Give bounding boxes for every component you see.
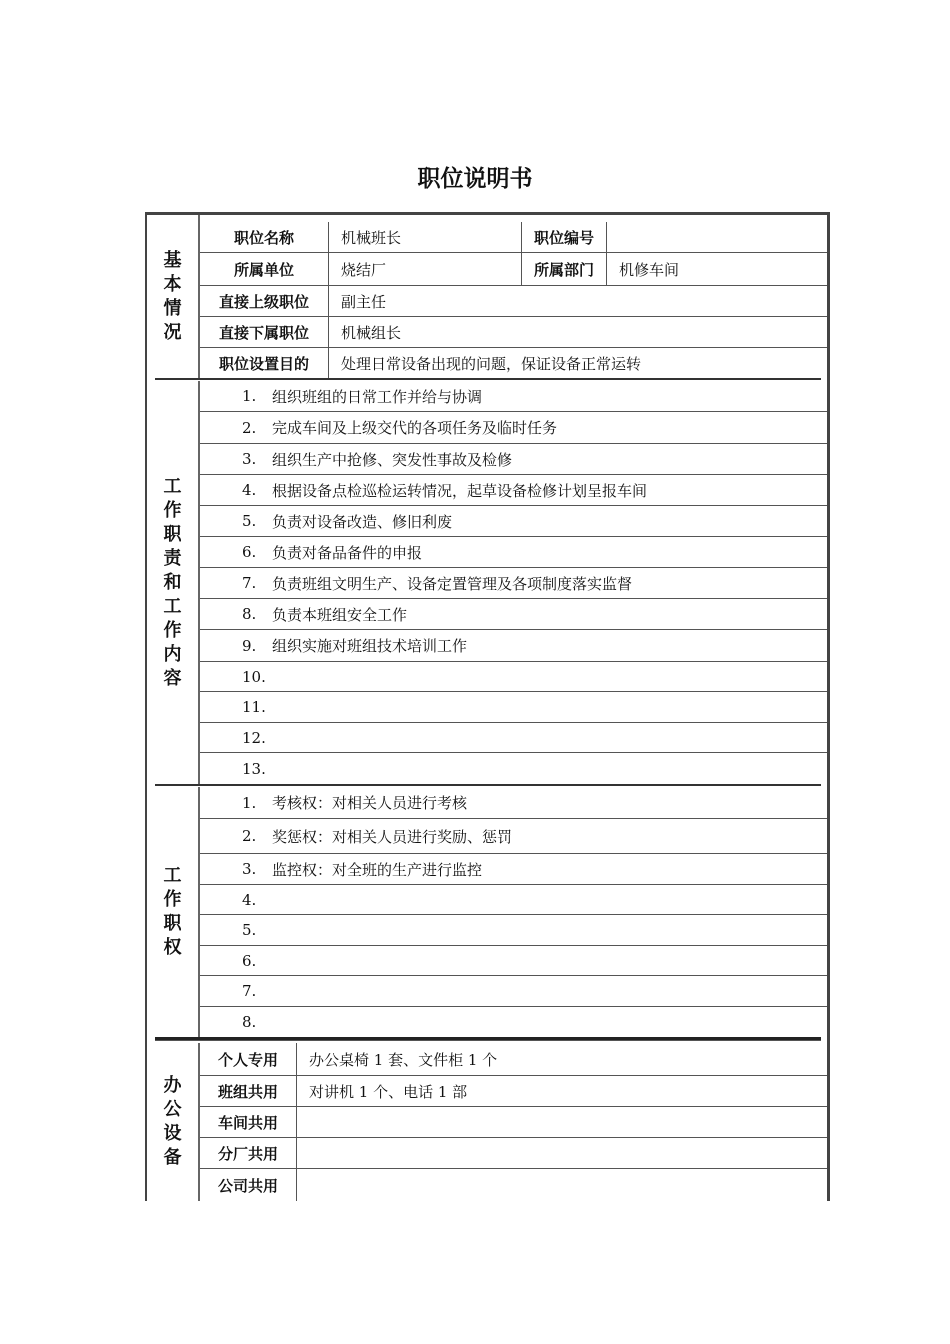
duty-row bbox=[200, 568, 827, 599]
duty-row bbox=[200, 692, 827, 723]
equipment-label: 车间共用 bbox=[217, 1113, 278, 1132]
item-text: 组织生产中抢修、突发性事故及检修 bbox=[272, 450, 513, 469]
purpose-value[interactable]: 处理日常设备出现的问题，保证设备正常运转 bbox=[328, 348, 827, 378]
equipment-label: 班组共用 bbox=[217, 1082, 278, 1101]
item-number: 3. bbox=[242, 450, 257, 468]
duty-row bbox=[200, 475, 827, 506]
item-text: 负责对备品备件的申报 bbox=[272, 543, 423, 562]
item-text: 奖惩权：对相关人员进行奖励、惩罚 bbox=[272, 827, 513, 846]
duties-section-label: 工作职责和工作内容 bbox=[147, 381, 200, 784]
authority-row bbox=[200, 819, 827, 854]
subordinate-value[interactable]: 机械组长 bbox=[328, 317, 827, 347]
equipment-row bbox=[200, 1107, 827, 1138]
section-divider bbox=[155, 1037, 821, 1041]
duty-row bbox=[200, 506, 827, 537]
equipment-row bbox=[200, 1138, 827, 1169]
item-number: 6. bbox=[242, 543, 257, 561]
duty-row-content[interactable] bbox=[200, 412, 827, 443]
duty-row-content[interactable] bbox=[200, 506, 827, 536]
authority-row-content[interactable] bbox=[200, 854, 827, 884]
authority-row-content[interactable] bbox=[200, 819, 827, 853]
item-number: 11. bbox=[242, 698, 266, 716]
authority-row-content[interactable] bbox=[200, 976, 827, 1006]
duties-section bbox=[147, 381, 827, 784]
item-number: 5. bbox=[242, 921, 257, 939]
authority-row bbox=[200, 885, 827, 915]
duty-row bbox=[200, 412, 827, 444]
duty-row bbox=[200, 537, 827, 568]
item-text: 组织实施对班组技术培训工作 bbox=[272, 637, 468, 655]
equipment-row bbox=[200, 1169, 827, 1201]
duty-row bbox=[200, 630, 827, 662]
duty-row-content[interactable] bbox=[200, 568, 827, 598]
job-code-value[interactable] bbox=[606, 222, 827, 252]
duty-row bbox=[200, 753, 827, 784]
item-text: 考核权：对相关人员进行考核 bbox=[272, 794, 468, 812]
dept-label: 所属部门 bbox=[521, 253, 606, 285]
authority-row bbox=[200, 946, 827, 976]
authority-row bbox=[200, 915, 827, 946]
equipment-section bbox=[147, 1043, 827, 1201]
job-name-label: 职位名称 bbox=[233, 228, 294, 247]
authority-row-content[interactable] bbox=[200, 915, 827, 945]
duty-row-content[interactable] bbox=[200, 599, 827, 629]
authority-row-content[interactable] bbox=[200, 885, 827, 914]
authority-section bbox=[147, 787, 827, 1037]
job-code-label: 职位编号 bbox=[521, 222, 606, 252]
equipment-value[interactable] bbox=[296, 1138, 827, 1168]
duty-row-content[interactable] bbox=[200, 723, 827, 752]
item-number: 2. bbox=[242, 418, 257, 437]
section-divider bbox=[155, 784, 821, 786]
item-number: 12. bbox=[242, 728, 266, 747]
page-title: 职位说明书 bbox=[417, 166, 533, 192]
authority-row bbox=[200, 787, 827, 819]
item-text: 负责对设备改造、修旧利废 bbox=[272, 512, 453, 531]
duty-row-content[interactable] bbox=[200, 692, 827, 722]
superior-label: 直接上级职位 bbox=[218, 292, 309, 311]
duty-row bbox=[200, 444, 827, 475]
item-text: 负责本班组安全工作 bbox=[272, 605, 408, 624]
dept-value[interactable]: 机修车间 bbox=[606, 253, 827, 285]
duty-row-content[interactable] bbox=[200, 475, 827, 505]
duty-row-content[interactable] bbox=[200, 381, 827, 411]
unit-value[interactable]: 烧结厂 bbox=[328, 253, 521, 285]
equipment-label: 公司共用 bbox=[217, 1176, 278, 1195]
equipment-row bbox=[200, 1076, 827, 1107]
subordinate-label: 直接下属职位 bbox=[218, 323, 309, 342]
job-description-table bbox=[145, 212, 830, 1201]
item-number: 7. bbox=[242, 982, 257, 1000]
authority-section-label: 工作职权 bbox=[147, 787, 200, 1037]
duty-row bbox=[200, 723, 827, 753]
basic-info-section bbox=[147, 215, 827, 378]
item-text: 根据设备点检巡检运转情况，起草设备检修计划呈报车间 bbox=[272, 481, 648, 500]
equipment-label: 个人专用 bbox=[217, 1050, 278, 1069]
equipment-section-label: 办公设备 bbox=[147, 1043, 200, 1201]
authority-row bbox=[200, 1007, 827, 1037]
item-number: 13. bbox=[242, 759, 266, 778]
authority-row-content[interactable] bbox=[200, 1007, 827, 1037]
item-number: 9. bbox=[242, 636, 257, 655]
unit-row bbox=[200, 253, 827, 286]
equipment-row bbox=[200, 1043, 827, 1076]
section-divider bbox=[155, 378, 821, 380]
superior-value[interactable]: 副主任 bbox=[328, 286, 827, 316]
equipment-label: 分厂共用 bbox=[217, 1144, 278, 1163]
equipment-value[interactable]: 办公桌椅 1 套、文件柜 1 个 bbox=[296, 1043, 827, 1075]
item-number: 3. bbox=[242, 860, 257, 878]
item-number: 8. bbox=[242, 1013, 257, 1031]
item-text: 监控权：对全班的生产进行监控 bbox=[272, 860, 483, 879]
subordinate-row bbox=[200, 317, 827, 348]
job-name-value[interactable]: 机械班长 bbox=[328, 222, 521, 252]
authority-row-content[interactable] bbox=[200, 946, 827, 975]
duty-row-content[interactable] bbox=[200, 537, 827, 567]
item-number: 7. bbox=[242, 574, 257, 592]
equipment-value[interactable]: 对讲机 1 个、电话 1 部 bbox=[296, 1076, 827, 1106]
superior-row bbox=[200, 286, 827, 317]
item-number: 8. bbox=[242, 605, 257, 623]
item-text: 负责班组文明生产、设备定置管理及各项制度落实监督 bbox=[272, 574, 633, 593]
duty-row-content[interactable] bbox=[200, 630, 827, 661]
duty-row-content[interactable] bbox=[200, 444, 827, 474]
purpose-label: 职位设置目的 bbox=[218, 354, 309, 373]
item-text: 组织班组的日常工作并给与协调 bbox=[272, 387, 483, 406]
item-number: 1. bbox=[242, 793, 257, 812]
duty-row bbox=[200, 599, 827, 630]
item-number: 6. bbox=[242, 951, 257, 970]
authority-row bbox=[200, 854, 827, 885]
job-name-row bbox=[200, 222, 827, 253]
item-number: 4. bbox=[242, 890, 257, 909]
duty-row bbox=[200, 662, 827, 692]
authority-row bbox=[200, 976, 827, 1007]
item-number: 2. bbox=[242, 827, 257, 845]
duty-row-content[interactable] bbox=[200, 662, 827, 691]
equipment-value[interactable] bbox=[296, 1169, 827, 1201]
duty-row bbox=[200, 381, 827, 412]
authority-row-content[interactable] bbox=[200, 787, 827, 818]
purpose-row bbox=[200, 348, 827, 378]
item-text: 完成车间及上级交代的各项任务及临时任务 bbox=[272, 419, 558, 437]
unit-label: 所属单位 bbox=[233, 260, 294, 279]
item-number: 1. bbox=[242, 387, 257, 405]
item-number: 5. bbox=[242, 512, 257, 530]
duty-row-content[interactable] bbox=[200, 753, 827, 784]
item-number: 10. bbox=[242, 667, 266, 686]
equipment-value[interactable] bbox=[296, 1107, 827, 1137]
item-number: 4. bbox=[242, 481, 257, 499]
basic-info-section-label: 基本情况 bbox=[147, 215, 200, 378]
